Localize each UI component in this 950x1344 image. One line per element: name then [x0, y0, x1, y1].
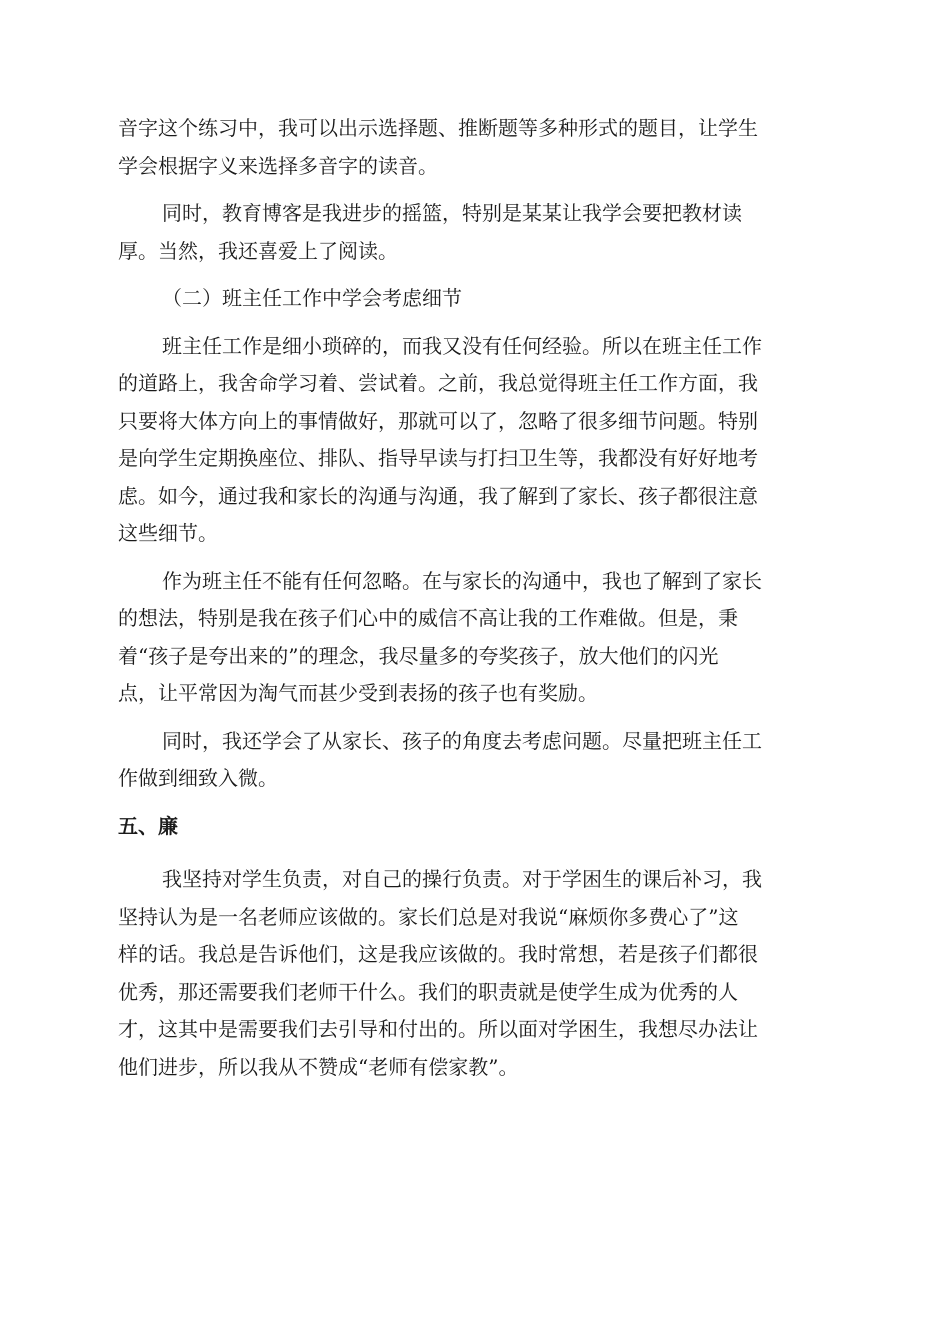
- text-line: 厚。当然，我还喜爱上了阅读。: [118, 238, 398, 263]
- text-line: 他们进步，所以我从不赞成“老师有偿家教”。: [118, 1054, 519, 1079]
- text-line: 样的话。我总是告诉他们，这是我应该做的。我时常想，若是孩子们都很: [118, 942, 758, 966]
- paragraph-no-neglect: [118, 563, 830, 713]
- text-line: 班主任工作是细小琐碎的，而我又没有任何经验。所以在班主任工作: [162, 333, 762, 358]
- text-line: 才，这其中是需要我们去引导和付出的。所以面对学困生，我想尽办法让: [118, 1017, 758, 1041]
- text-line: 这些细节。: [118, 521, 218, 545]
- paragraph-responsibility: [118, 861, 830, 1086]
- text-line: 同时，我还学会了从家长、孩子的角度去考虑问题。尽量把班主任工: [162, 728, 762, 753]
- text-line: 虑。如今，通过我和家长的沟通与沟通，我了解到了家长、孩子都很注意: [118, 483, 758, 508]
- text-line: 同时，教育博客是我进步的摇篮，特别是某某让我学会要把教材读: [162, 201, 742, 225]
- paragraph-class-teacher-work: [118, 328, 830, 553]
- text-line: 是向学生定期换座位、排队、指导早读与打扫卫生等，我都没有好好地考: [118, 446, 758, 470]
- paragraph-education-blog: [118, 195, 830, 270]
- text-line: 学会根据字义来选择多音字的读音。: [118, 153, 438, 178]
- section-heading-integrity: 五、廉: [118, 813, 178, 838]
- text-line: 的想法，特别是我在孩子们心中的威信不高让我的工作难做。但是，秉: [118, 606, 738, 630]
- text-line: 音字这个练习中，我可以出示选择题、推断题等多种形式的题目，让学生: [118, 116, 758, 140]
- paragraph-perspective: [118, 723, 830, 798]
- text-line: 着“孩子是夸出来的”的理念，我尽量多的夸奖孩子，放大他们的闪光: [118, 643, 719, 668]
- text-line: 优秀，那还需要我们老师干什么。我们的职责就是使学生成为优秀的人: [118, 979, 738, 1004]
- paragraph-polyphonic-practice: [118, 110, 830, 185]
- text-line: 的道路上，我舍命学习着、尝试着。之前，我总觉得班主任工作方面，我: [118, 371, 758, 395]
- text-line: 点，让平常因为淘气而甚少受到表扬的孩子也有奖励。: [118, 681, 598, 705]
- text-line: 作做到细致入微。: [118, 766, 278, 790]
- text-line: 只要将大体方向上的事情做好，那就可以了，忽略了很多细节问题。特别: [118, 408, 758, 433]
- subheading-class-teacher-details: （二）班主任工作中学会考虑细节: [162, 286, 462, 310]
- document-page: [118, 110, 830, 1096]
- text-line: 作为班主任不能有任何忽略。在与家长的沟通中，我也了解到了家长: [162, 568, 762, 593]
- text-line: 我坚持对学生负责，对自己的操行负责。对于学困生的课后补习，我: [162, 867, 762, 891]
- text-line: 坚持认为是一名老师应该做的。家长们总是对我说“麻烦你多费心了”这: [118, 904, 739, 929]
